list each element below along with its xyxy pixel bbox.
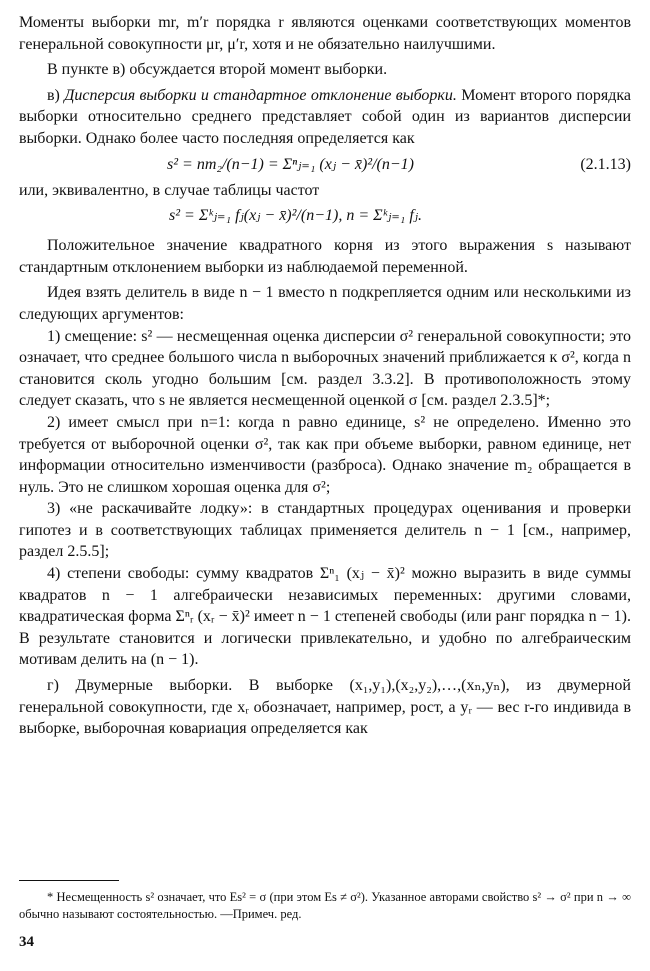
footnote-rule xyxy=(19,880,119,881)
item-label: в) xyxy=(47,86,60,104)
section-title: Дисперсия выборки и стандартное отклонение выборки. xyxy=(64,86,457,104)
paragraph-bias: 1) смещение: s² — несмещенная оценка дисперсии σ² генеральной совокупности; это означает, что среднее большого числа n выборочных значений приближается к σ², когда n становится сколь угодно большим [см. раздел 3.3.2]. В противоположность этому следует сказать, что s не является несмещенной оценкой σ [см. раздел 2.3.5]*; xyxy=(19,327,631,410)
dispersion-text: Момент второго порядка выборки относительно среднего представляет собой один из вариантов дисперсии выборки. Однако более часто последняя определяется как xyxy=(19,86,632,147)
paragraph-equivalently: или, эквивалентно, в случае таблицы частот xyxy=(19,181,320,199)
formula-variance: s² = nm₂/(n−1) = Σⁿⱼ₌₁ (xⱼ − x̄)²/(n−1) xyxy=(167,155,414,173)
paragraph-divisor-idea: Идея взять делитель в виде n − 1 вместо n подкрепляется одним или несколькими из следующих аргументов: xyxy=(19,284,631,323)
paragraph-second-moment: В пункте в) обсуждается второй момент выборки. xyxy=(47,61,388,79)
formula-2-1-13 xyxy=(19,150,631,180)
paragraph-n-equals-one: 2) имеет смысл при n=1: когда n равно единице, s² не определено. Именно это требуется от выборочной оценки σ², так как при объеме выборки, равном единице, нет информации относительно изменчивости (разброса). Однако значение m₂ обращается в нуль. Это не слишком хорошая оценка для σ²; xyxy=(19,413,631,496)
paragraph-moments: Моменты выборки mr, m′r порядка r являются оценками соответствующих моментов генеральной совокупности μr, μ′r, хотя и не обязательно наилучшими. xyxy=(19,14,631,53)
paragraph-dont-rock-boat: 3) «не раскачивайте лодку»: в стандартных процедурах оценивания и проверки гипотез и в соответствующих таблицах применяется делитель n − 1 [см., например, раздел 2.5.5]; xyxy=(19,500,631,561)
paragraph-standard-deviation: Положительное значение квадратного корня из этого выражения s называют стандартным отклонением выборки из наблюдаемой переменной. xyxy=(19,237,631,276)
paragraph-degrees-of-freedom: 4) степени свободы: сумму квадратов Σⁿ₁ (xⱼ − x̄)² можно выразить в виде суммы квадратов n − 1 алгебраически независимых переменных: другими словами, квадратическая форма Σⁿᵣ (xᵣ − x̄)² имеет n − 1 степеней свободы (или ранг порядка n − 1). В результате становится и логически привлекательно, и удобно по алгебраическим мотивам делить на (n − 1). xyxy=(19,565,631,669)
paragraph-dispersion xyxy=(19,85,631,150)
page-number: 34 xyxy=(19,934,34,950)
paragraph-bivariate-samples: г) Двумерные выборки. В выборке (x₁,y₁),(x₂,y₂),…,(xₙ,yₙ), из двумерной генеральной совокупности, где xᵣ обозначает, например, рост, а yᵣ — вес r-го индивида в выборке, выборочная ковариация определяется как xyxy=(19,677,631,738)
formula-frequency-variance: s² = Σᵏⱼ₌₁ fⱼ(xⱼ − x̄)²/(n−1), n = Σᵏⱼ₌₁ fⱼ. xyxy=(169,207,423,225)
footnote: * Несмещенность s² означает, что Es² = σ (при этом Es ≠ σ²). Указанное авторами свойство s² → σ² при n → ∞ обычно называют состоятельностью. —Примеч. ред. xyxy=(19,890,631,921)
equation-number: (2.1.13) xyxy=(580,155,631,173)
page-body xyxy=(19,12,631,740)
formula-frequency-table xyxy=(19,201,631,231)
